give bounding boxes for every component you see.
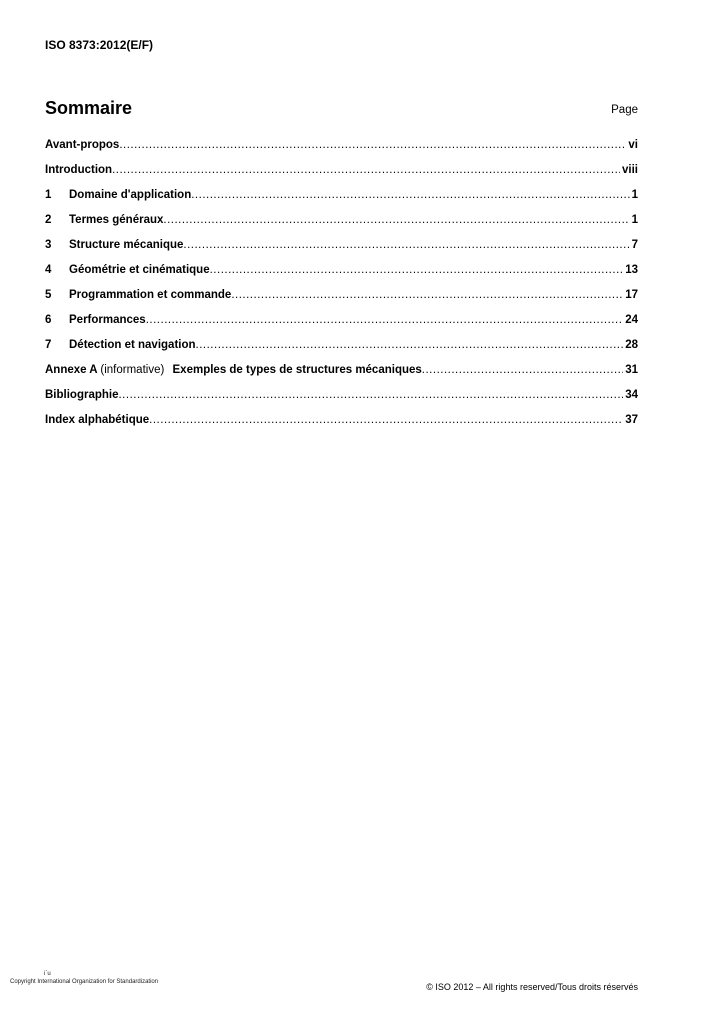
toc-entry-label: Termes généraux bbox=[69, 214, 164, 226]
table-of-contents bbox=[45, 139, 638, 439]
toc-entry-page: 13 bbox=[625, 264, 638, 276]
toc-leader-dots bbox=[196, 339, 624, 351]
toc-entry-section-7[interactable] bbox=[45, 339, 638, 364]
toc-entry-annex-label-group bbox=[45, 364, 422, 376]
toc-entry-section-4[interactable] bbox=[45, 264, 638, 289]
rights-reserved-notice: © ISO 2012 – All rights reserved/Tous droits réservés bbox=[426, 982, 638, 992]
toc-entry-number: 2 bbox=[45, 214, 52, 226]
toc-leader-dots bbox=[183, 239, 629, 251]
toc-entry-page: 31 bbox=[625, 364, 638, 376]
toc-leader-dots bbox=[146, 314, 623, 326]
toc-entry-number: 6 bbox=[45, 314, 52, 326]
toc-leader-dots bbox=[112, 164, 620, 176]
toc-entry-page: 24 bbox=[625, 314, 638, 326]
toc-entry-label: Performances bbox=[69, 314, 146, 326]
toc-leader-dots bbox=[231, 289, 623, 301]
footer-marker: i`u bbox=[44, 971, 51, 977]
toc-entry-title: Exemples de types de structures mécaniques bbox=[172, 364, 422, 376]
toc-entry-page: 28 bbox=[625, 339, 638, 351]
toc-entry-label: Introduction bbox=[45, 164, 113, 176]
toc-entry-page: viii bbox=[622, 164, 638, 176]
toc-entry-page: 7 bbox=[631, 239, 638, 251]
toc-entry-label: Détection et navigation bbox=[69, 339, 196, 351]
toc-entry-avant-propos[interactable] bbox=[45, 139, 638, 164]
toc-entry-annex-a[interactable] bbox=[45, 364, 638, 389]
toc-entry-label: Index alphabétique bbox=[45, 414, 150, 426]
toc-entry-number: 1 bbox=[45, 189, 52, 201]
toc-entry-section-1[interactable] bbox=[45, 189, 638, 214]
toc-entry-page: 34 bbox=[625, 389, 638, 401]
toc-entry-index[interactable] bbox=[45, 414, 638, 439]
toc-entry-number: 7 bbox=[45, 339, 52, 351]
toc-entry-page: 1 bbox=[631, 214, 638, 226]
toc-entry-page: 17 bbox=[625, 289, 638, 301]
toc-entry-section-6[interactable] bbox=[45, 314, 638, 339]
toc-entry-label: Domaine d'application bbox=[69, 189, 192, 201]
toc-entry-label: Programmation et commande bbox=[69, 289, 232, 301]
toc-leader-dots bbox=[422, 364, 623, 376]
copyright-notice bbox=[10, 971, 159, 985]
toc-entry-number: 3 bbox=[45, 239, 52, 251]
toc-entry-introduction[interactable] bbox=[45, 164, 638, 189]
toc-entry-section-5[interactable] bbox=[45, 289, 638, 314]
toc-entry-number: 5 bbox=[45, 289, 52, 301]
toc-entry-label: Structure mécanique bbox=[69, 239, 184, 251]
toc-entry-label: Avant-propos bbox=[45, 139, 120, 151]
toc-entry-label: Bibliographie bbox=[45, 389, 119, 401]
copyright-text: Copyright International Organization for Standardization bbox=[10, 979, 159, 985]
toc-entry-page: 1 bbox=[631, 189, 638, 201]
toc-entry-section-2[interactable] bbox=[45, 214, 638, 239]
toc-entry-label: Annexe A bbox=[45, 364, 98, 376]
toc-entry-bibliographie[interactable] bbox=[45, 389, 638, 414]
toc-leader-dots bbox=[119, 139, 626, 151]
toc-entry-label: Géométrie et cinématique bbox=[69, 264, 210, 276]
toc-leader-dots bbox=[163, 214, 629, 226]
toc-page-column-label: Page bbox=[611, 104, 638, 116]
toc-leader-dots bbox=[191, 189, 629, 201]
document-id: ISO 8373:2012(E/F) bbox=[45, 38, 154, 52]
toc-leader-dots bbox=[149, 414, 623, 426]
toc-entry-qualifier: (informative) bbox=[100, 364, 165, 376]
toc-entry-page: 37 bbox=[625, 414, 638, 426]
toc-title: Sommaire bbox=[45, 98, 133, 118]
toc-entry-page: vi bbox=[628, 139, 638, 151]
toc-leader-dots bbox=[210, 264, 624, 276]
toc-entry-number: 4 bbox=[45, 264, 52, 276]
toc-entry-section-3[interactable] bbox=[45, 239, 638, 264]
toc-leader-dots bbox=[118, 389, 623, 401]
